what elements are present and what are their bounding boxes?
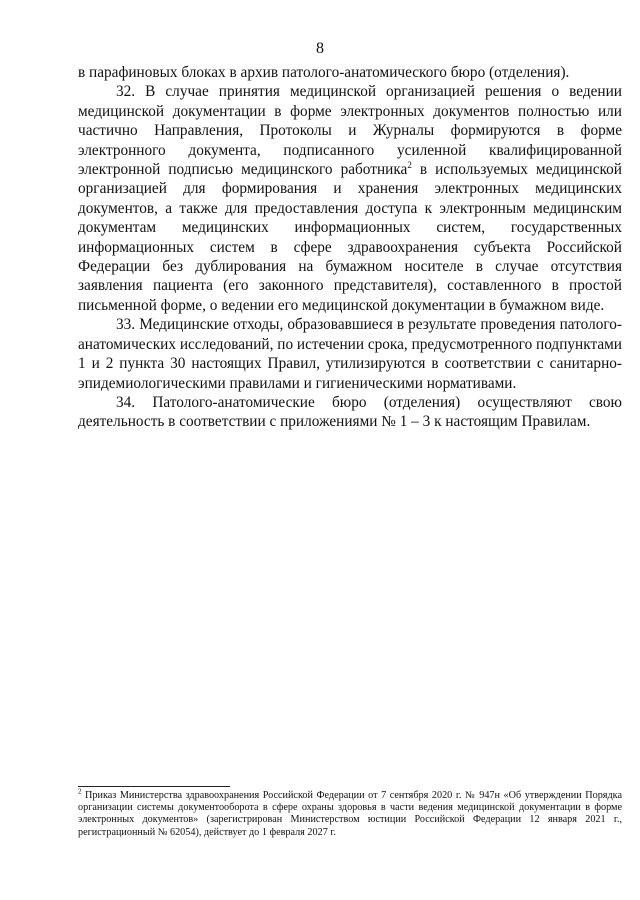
paragraph-33: 33. Медицинские отходы, образовавшиеся в результате проведения патолого-анатомических исследований, по истечении срока, предусмотренного подпунктами 1 и 2 пункта 30 настоящих Правил, утилизируются в соответствии с санитарно-эпидемиологическими правилами и гигиеническими нормативами. [78, 316, 622, 392]
page-number: 8 [316, 40, 324, 57]
document-body [78, 63, 622, 432]
paragraph-32-text-end: в используемых медицинской организацией для формирования и хранения электронных медицинских документов, а также для предоставления доступа к электронным медицинским документам медицинских информационных систем, государственных информационных систем в сфере здравоохранения субъекта Российской Федерации без дублирования на бумажном носителе в случае отсутствия заявления пациента (его законного представителя), составленного в простой письменной форме, о ведении его медицинской документации в бумажном виде. [78, 161, 622, 314]
footnote [78, 787, 622, 839]
footnote-text: Приказ Министерства здравоохранения Российской Федерации от 7 сентября 2020 г. № 947н «Об утверждении Порядка организации системы документооборота в сфере охраны здоровья в части ведения медицинской документации в форме электронных документов» (зарегистрирован Министерством юстиции Российской Федерации 12 января 2021 г., регистрационный № 62054), действует до 1 февраля 2027 г. [78, 790, 622, 838]
paragraph-32 [78, 82, 622, 315]
paragraph-34: 34. Патолого-анатомические бюро (отделения) осуществляют свою деятельность в соответствии с приложениями № 1 – 3 к настоящим Правилам. [78, 393, 622, 431]
footnote-reference[interactable]: 2 [407, 159, 412, 170]
footnote-divider [78, 786, 230, 787]
paragraph-32-text-start: 32. В случае принятия медицинской организацией решения о ведении медицинской документации в форме электронных документов полностью или частично Направления, Протоколы и Журналы формируются в форме электронного документа, подписанного усиленной квалифицированной электронной подписью медицинского работника [78, 83, 622, 179]
footnote-marker: 2 [78, 787, 82, 796]
paragraph-continuation: в парафиновых блоках в архив патолого-анатомического бюро (отделения). [78, 64, 570, 81]
